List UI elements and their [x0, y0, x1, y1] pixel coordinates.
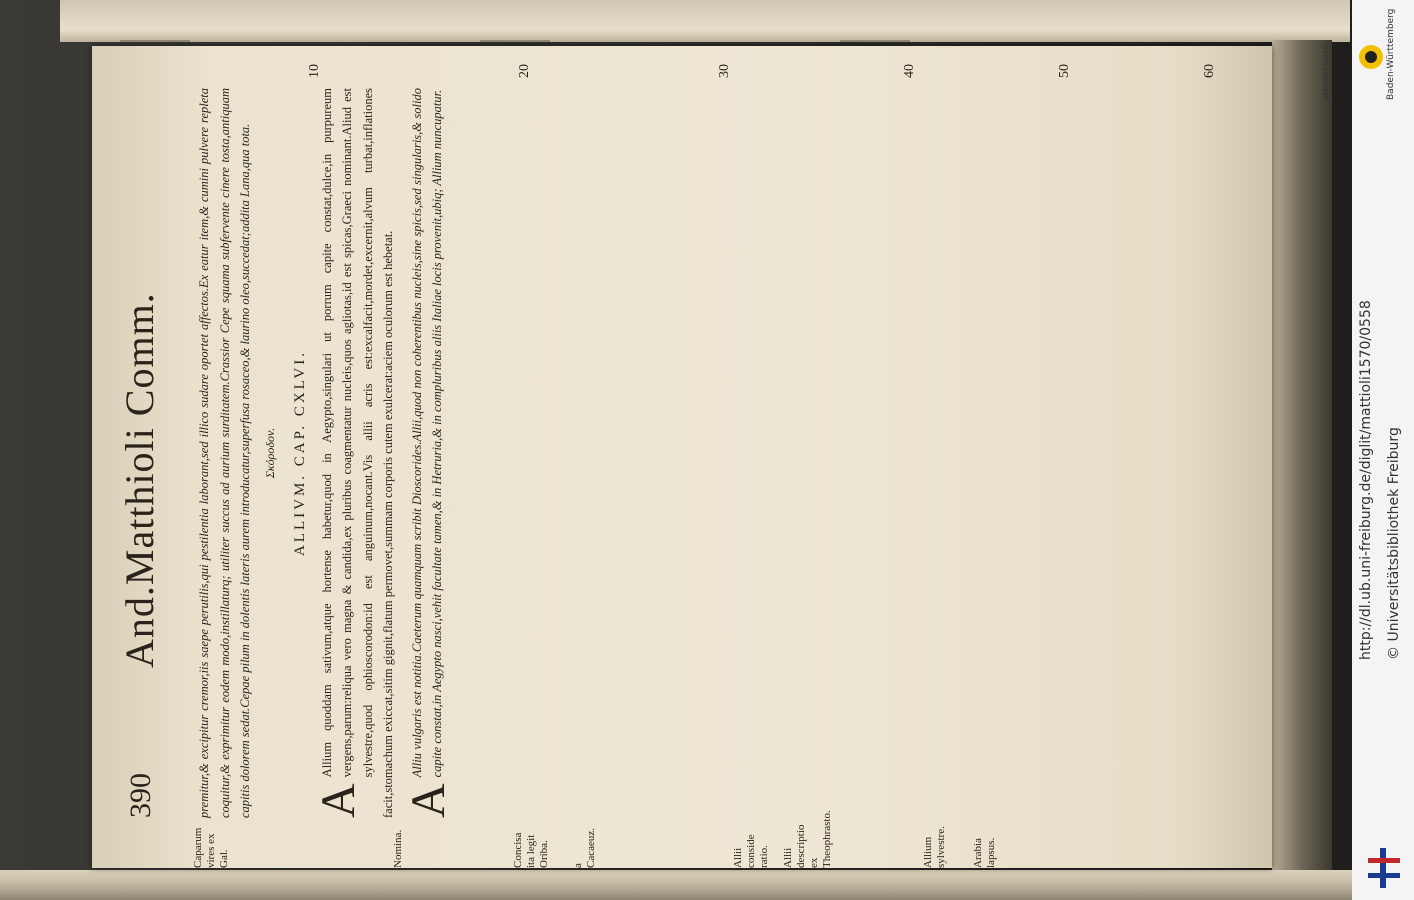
state-name: Baden-Württemberg	[1386, 8, 1396, 100]
drop-cap: A	[401, 783, 455, 818]
woodcut-illustration	[480, 2, 550, 42]
paragraph	[311, 88, 399, 818]
margin-note: Nomina.	[392, 829, 404, 868]
margin-note: Arabia lapsus.	[972, 837, 997, 868]
margin-note: Allii descriptio ex Theophrasto.	[782, 810, 833, 868]
running-head: And.Matthioli Comm.	[117, 292, 162, 668]
facing-page-edge-bottom	[0, 870, 1352, 900]
coat-of-arms-icon	[1358, 44, 1384, 70]
line-number: 40	[902, 64, 917, 78]
page-number: 390	[124, 773, 157, 818]
margin-note: Allium sylvestre.	[922, 826, 947, 868]
line-number: 60	[1202, 64, 1217, 78]
paragraph-text: Alliu vulgaris est notitia.Caeterum quamquam scribit Dioscorides.Allii,quod non coherentibus nucleis,sine spicis,sed singularis,& solido capite constat,in Aegypto nasci,vehit facultate tamen,& in Hetruria,& in compluribus aliis Italiae locis provenit,ubiq; Allium nuncupatur.	[409, 88, 444, 778]
margin-note: a Cacaeuz.	[572, 828, 597, 868]
funded-by-label: gefördert durch	[1322, 45, 1330, 100]
book-gutter	[1272, 40, 1332, 870]
copyright-notice: © Universitätsbibliothek Freiburg	[1386, 427, 1402, 660]
greek-title: Σκόροδον.	[262, 427, 277, 479]
sidebar-rotated	[1322, 0, 1414, 900]
woodcut-illustration	[840, 2, 910, 42]
line-number: 10	[307, 64, 322, 78]
line-number: 30	[717, 64, 732, 78]
facing-page-edge-top	[60, 0, 1350, 42]
margin-note: Concisa ita legit Oriba.	[512, 832, 550, 868]
baden-wuerttemberg-logo	[1322, 8, 1410, 100]
margin-note: Caparum vires ex Gal.	[192, 827, 230, 868]
margin-note: Allii conside ratio.	[732, 834, 770, 868]
line-number: 50	[1057, 64, 1072, 78]
library-sidebar	[1322, 0, 1414, 900]
paragraph	[401, 88, 455, 818]
line-number: 20	[517, 64, 532, 78]
page-content	[92, 46, 1272, 868]
paragraph: premitur,& excipitur cremor,iis saepe perutilis,qui pestilentia laborant,sed illico sudare oportet affectos.Ex eatur item,& cumini pulvere repleta coquitur,& exprimitur eodem modo,instillaturq; utiliter succus ad aurium surditatem.Crassior Cepe squama subfervente cinere tosta,antiquam capitis dolorem sedat.Cepae pilum in dolentis lateris aurem introducatur,superfusa rosaceo,& laurino oleo,succedat;addita Lana,qua tota.	[197, 88, 252, 818]
woodcut-illustration	[120, 2, 190, 42]
paragraph-text: Allium quoddam sativum,atque hortense habetur,quod in Aegypto,singulari ut porrum capite constat,dulce,in purpureum vergens,parum:reliqua vero magna & candida,ex pluribus coagmentatur nucleis,quos agliotas,id est spicas,Graeci nominant.Aliud est sylvestre,quod ophioscorodon:id est anguinum,nocant.Vis allii acris est:excalfacit,mordet,excernit,alvum turbat,inflationes facit,stomachum exiccat,sitim gignit,flatum permovet,summam corporis cutem exulcerat:aciem oculorum est hebetat.	[319, 88, 395, 818]
permalink-url[interactable]: http://dl.ub.uni-freiburg.de/diglit/mattioli1570/0558	[1358, 300, 1374, 660]
university-library-logo-icon	[1360, 844, 1408, 892]
page-header	[116, 98, 176, 818]
drop-cap: A	[311, 783, 365, 818]
book-page	[92, 46, 1272, 868]
chapter-heading: ALLIVM. CAP. CXLVI.	[292, 349, 308, 557]
main-text	[194, 88, 455, 818]
